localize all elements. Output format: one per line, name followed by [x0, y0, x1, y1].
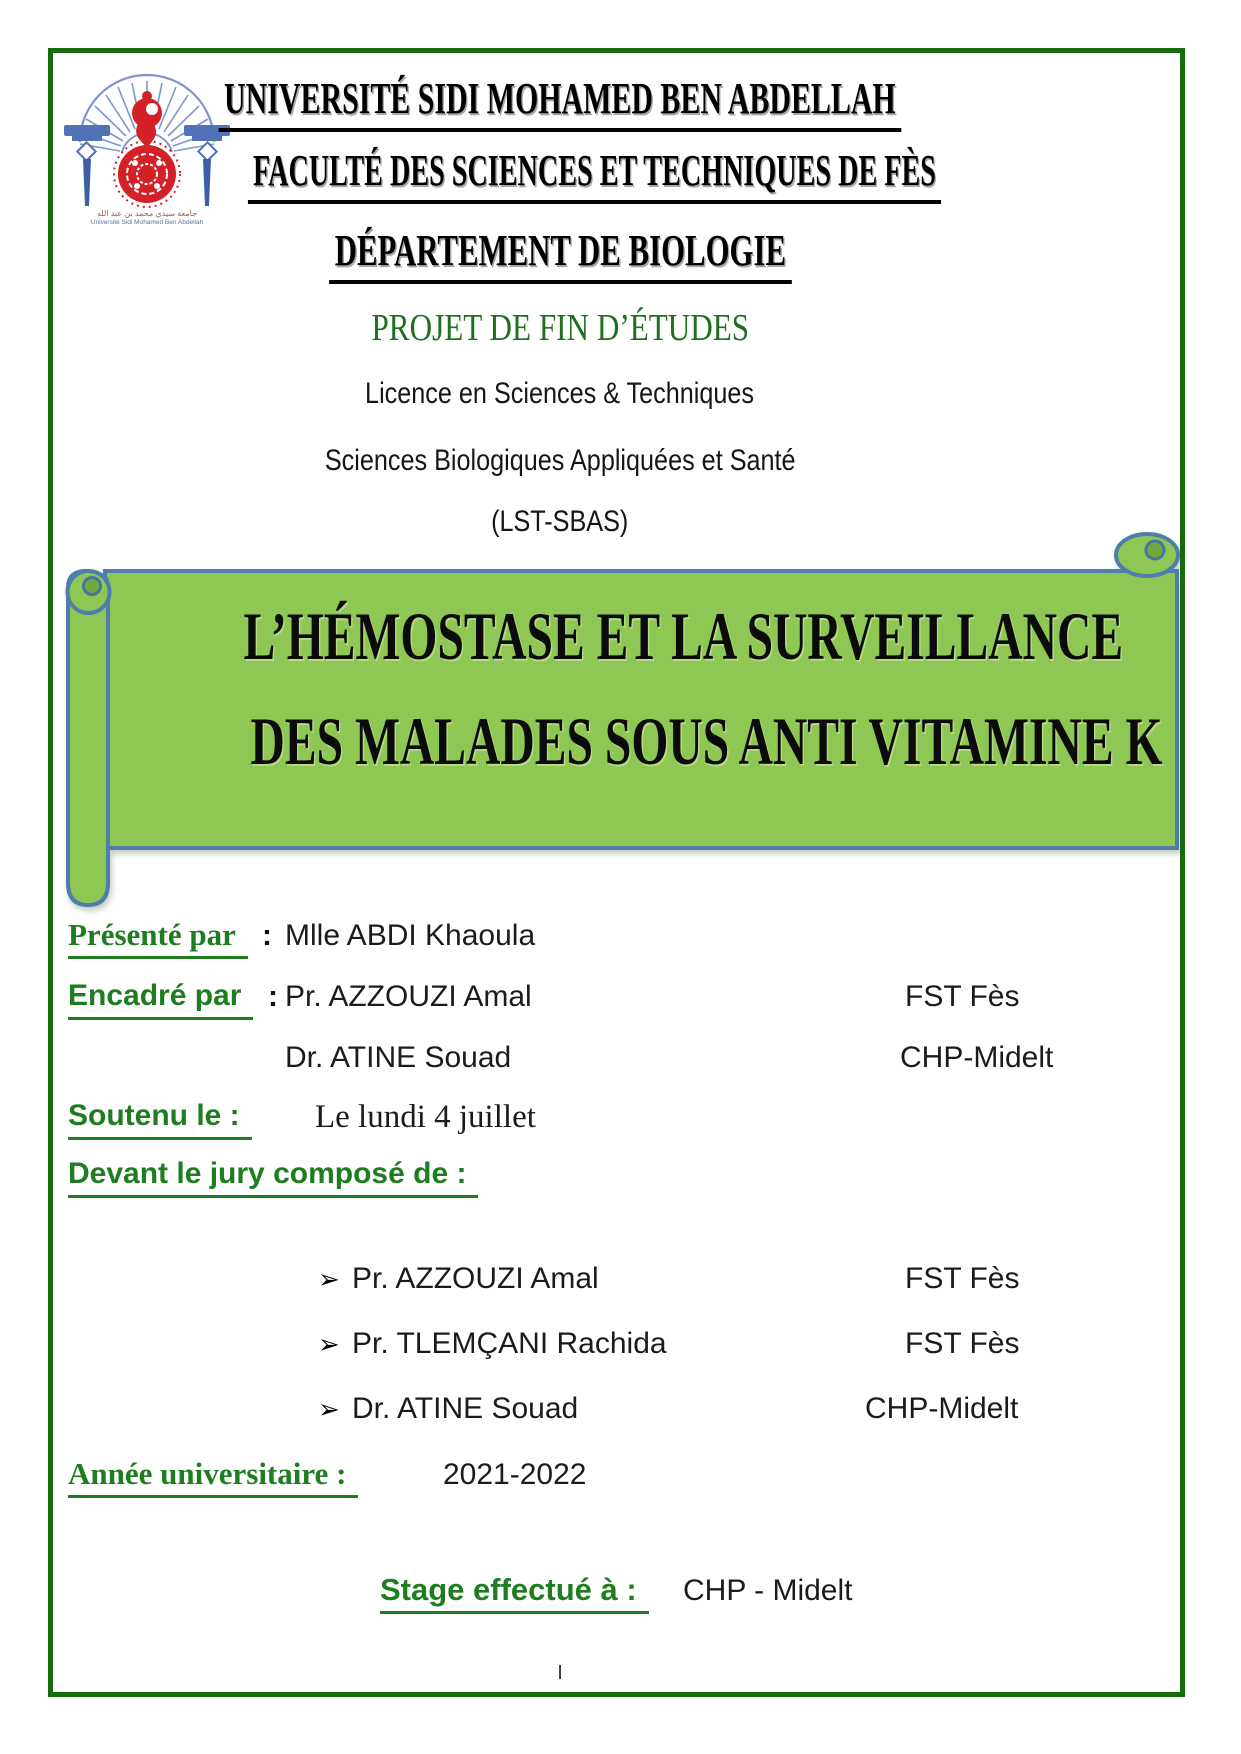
- defended-on-label: Soutenu le :: [68, 1099, 252, 1140]
- faculty-name: FACULTÉ DES SCIENCES ET TECHNIQUES DE FÈS: [53, 149, 1185, 204]
- jury-member-name: Pr. TLEMÇANI Rachida: [352, 1327, 667, 1360]
- program-line: Sciences Biologiques Appliquées et Santé: [324, 444, 796, 477]
- presented-by-label: Présenté par: [68, 917, 248, 959]
- jury-member-affiliation: FST Fès: [905, 1327, 1020, 1360]
- jury-member-affiliation: FST Fès: [905, 1262, 1020, 1295]
- defended-on-row: [0, 1099, 1241, 1141]
- jury-bullet-arrow: ➢: [318, 1329, 340, 1359]
- jury-member-name: Pr. AZZOUZI Amal: [352, 1262, 599, 1295]
- jury-heading-row: [0, 1157, 1241, 1199]
- academic-year-label: Année universitaire :: [68, 1456, 358, 1498]
- degree-line: Licence en Sciences & Techniques: [365, 377, 755, 410]
- jury-heading: Devant le jury composé de :: [68, 1157, 478, 1198]
- logo-caption-arabic: جامعة سيدي محمد بن عبد الله: [96, 209, 198, 218]
- program-abbreviation: (LST-SBAS): [491, 505, 629, 538]
- supervisor1-affiliation: FST Fès: [905, 980, 1020, 1013]
- logo-caption-french: Université Sidi Mohamed Ben Abdellah: [90, 219, 204, 226]
- presented-by-row: [0, 917, 1241, 959]
- supervisor2-row: [0, 1041, 1241, 1083]
- jury-member-affiliation: CHP-Midelt: [865, 1392, 1019, 1425]
- department-name: DÉPARTEMENT DE BIOLOGIE: [53, 229, 1185, 284]
- university-name: UNIVERSITÉ SIDI MOHAMED BEN ABDELLAH: [53, 77, 1185, 132]
- project-type-title: PROJET DE FIN D’ÉTUDES: [371, 307, 749, 349]
- academic-year-row: [0, 1456, 1241, 1498]
- jury-bullet-arrow: ➢: [318, 1264, 340, 1294]
- presented-by-colon: :: [262, 919, 272, 952]
- jury-member-name: Dr. ATINE Souad: [352, 1392, 579, 1425]
- presented-by-value: Mlle ABDI Khaoula: [285, 919, 536, 952]
- supervised-by-colon: :: [268, 980, 278, 1013]
- thesis-title-line1: L’HÉMOSTASE ET LA SURVEILLANCE: [243, 598, 1124, 674]
- supervisor1-name: Pr. AZZOUZI Amal: [285, 980, 532, 1013]
- jury-bullet-arrow: ➢: [318, 1394, 340, 1424]
- defended-on-value: Le lundi 4 juillet: [315, 1099, 536, 1135]
- internship-label: Stage effectué à :: [380, 1572, 649, 1614]
- page-number: I: [557, 1662, 563, 1684]
- internship-value: CHP - Midelt: [683, 1574, 853, 1607]
- scroll-top-right-curl: [1116, 534, 1178, 576]
- jury-row-2: [0, 1327, 1241, 1369]
- supervisor2-affiliation: CHP-Midelt: [900, 1041, 1054, 1074]
- academic-year-value: 2021-2022: [443, 1458, 587, 1491]
- thesis-title-line2: DES MALADES SOUS ANTI VITAMINE K: [250, 703, 1163, 779]
- supervised-by-label: Encadré par: [68, 979, 253, 1020]
- supervisor2-name: Dr. ATINE Souad: [285, 1041, 512, 1074]
- jury-row-3: [0, 1392, 1241, 1434]
- supervised-by-row: [0, 979, 1241, 1021]
- jury-row-1: [0, 1262, 1241, 1304]
- internship-row: [0, 1572, 1241, 1614]
